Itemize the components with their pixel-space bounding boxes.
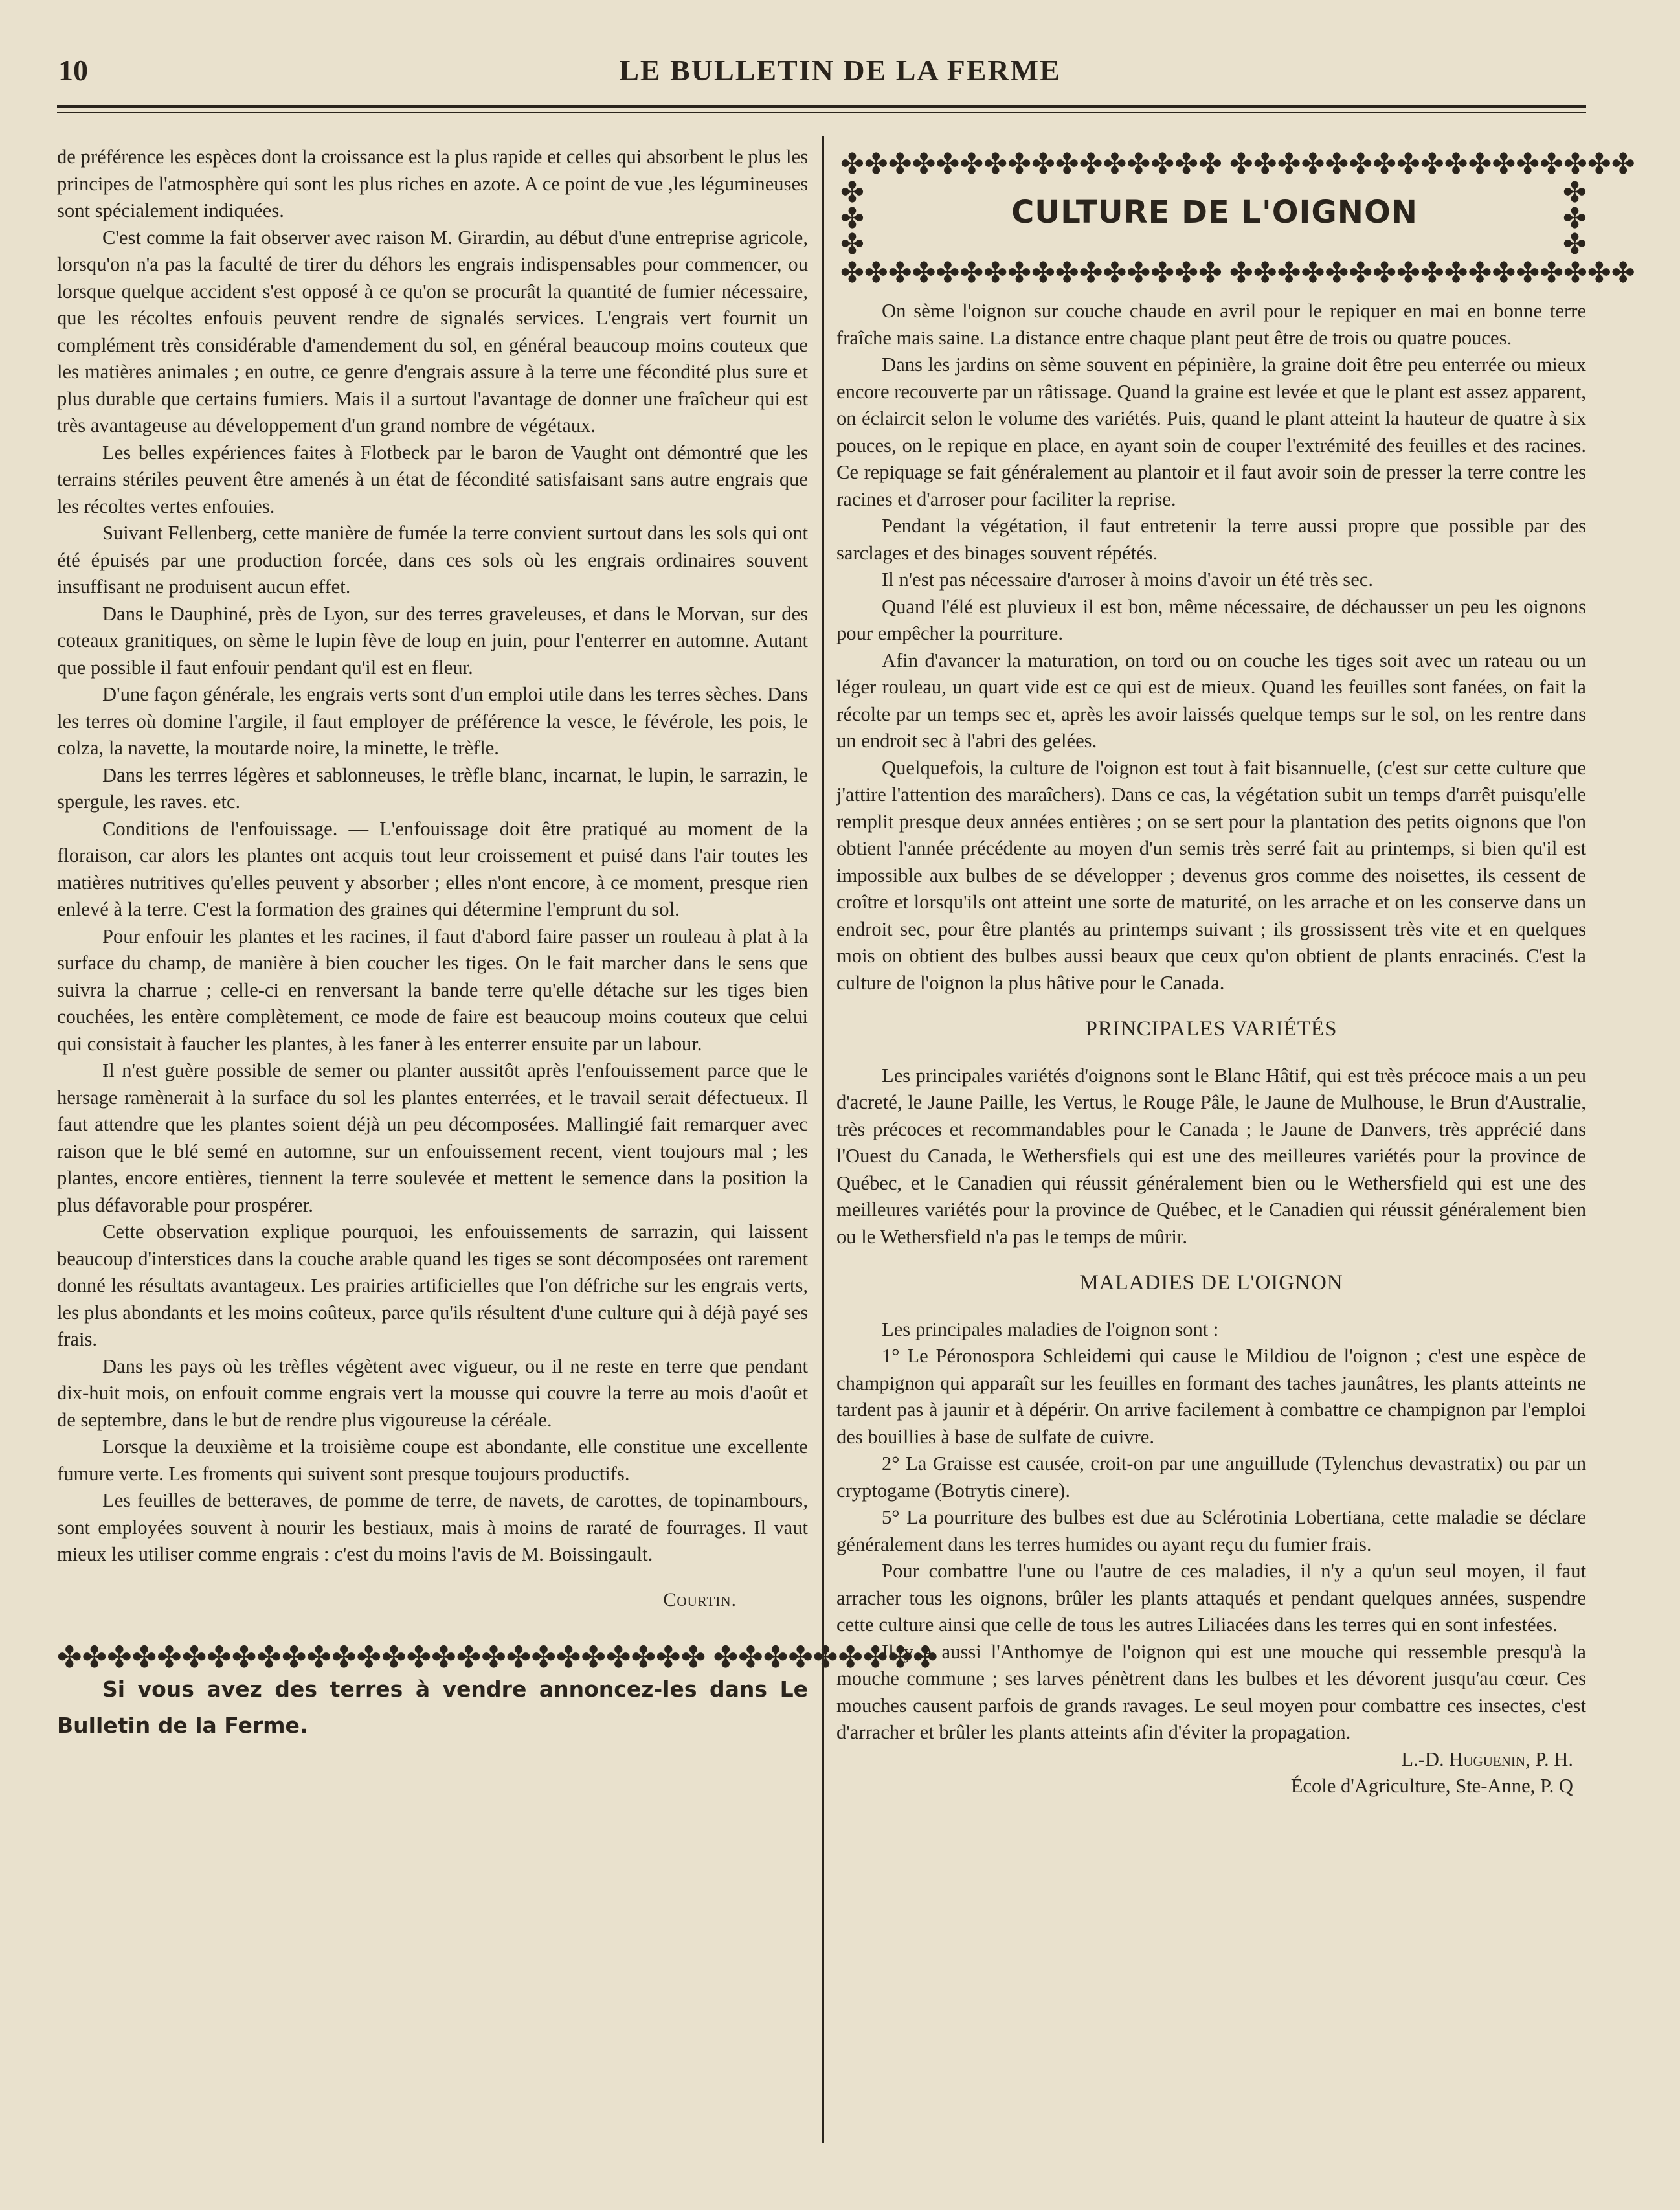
advertisement-notice: Si vous avez des terres à vendre annoncez-les dans Le Bulletin de la Ferme. [57,1676,808,1738]
article-title-box [840,148,1635,289]
running-head-title: LE BULLETIN DE LA FERME [619,54,1061,87]
paragraph: On sème l'oignon sur couche chaude en avril pour le repiquer en mai en bonne terre fraîche mais saine. La distance entre chaque plant peut être de trois ou quatre pouces. [836,300,1586,349]
author-institution: École d'Agriculture, Ste-Anne, P. Q [1290,1775,1573,1797]
paragraph: Pour combattre l'une ou l'autre de ces maladies, il n'y a qu'un seul moyen, il faut arracher tous les oignons, brûler les plants attaqués et pendant quelques années, suspendre cette culture ainsi que celle de tous les autres Liliacées dans les terres qui en sont infestées. [836,1560,1586,1636]
paragraph: Les principales maladies de l'oignon sont : [882,1318,1219,1340]
paragraph: Lorsque la deuxième et la troisième coupe est abondante, elle constitue une excellente fumure verte. Les froments qui suivent sont presque toujours productifs. [57,1436,808,1485]
paragraph: Dans les terrres légères et sablonneuses, le trèfle blanc, incarnat, le lupin, le sarrazin, le spergule, les raves. etc. [57,763,808,813]
paragraph: Les belles expériences faites à Flotbeck par le baron de Vaught ont démontré que les terrains stériles peuvent être amenés à un état de fécondité satisfaisant sans autre engrais que les récoltes vertes enfouies. [57,441,808,517]
paragraph: Les principales variétés d'oignons sont le Blanc Hâtif, qui est très précoce mais a un peu d'acreté, le Jaune Paille, les Vertus, le Rouge Pâle, le Jaune de Mulhouse, le Brun d'Australie, très précoces et recommandables pour le Canada ; le Jaune de Danvers, très apprécié dans l'Ouest du Canada, le Wethersfiels qui est une des meilleures variétés pour la province de Québec, et le Canadien qui réussit généralement bien ou le Wethersfield qui est une des meilleures variétés pour la province de Québec, et le Canadien qui réussit généralement bien ou le Wethersfield n'a pas le temps de mûrir. [836,1064,1586,1248]
paragraph: de préférence les espèces dont la croissance est la plus rapide et celles qui absorbent le plus les principes de l'atmosphère qui sont les plus riches en azote. A ce point de vue ,les légumineuses sont spécialement indiquées. [57,146,808,221]
paragraph: Quand l'élé est pluvieux il est bon, même nécessaire, de déchausser un peu les oignons pour empêcher la pourriture. [836,595,1586,644]
paragraph: D'une façon générale, les engrais verts sont d'un emploi utile dans les terres sèches. Dans les terres où domine l'argile, il faut employer de préférence la vesce, le févérole, les pois, le colza, la navette, la moutarde noire, la minette, le trèfle. [57,683,808,759]
paragraph: Il n'est guère possible de semer ou planter aussitôt après l'enfouissement parce que le hersage ramènerait à la surface du sol les plantes enterrées, et le travail serait défectueux. Il faut attendre que les plantes soient déjà un peu décomposées. Mallingié fait remarquer avec raison que le blé semé en automne, sur un enfouissement recent, vient toujours mal ; les plantes, encore entières, tiennent la terre soulevée et mettent le semence dans la position la plus défavorable pour prospérer. [57,1059,808,1216]
paragraph: Pour enfouir les plantes et les racines, il faut d'abord faire passer un rouleau à plat à la surface du champ, de manière à bien coucher les tiges. On le fait marcher dans le sens que suivra la charrue ; celle-ci en renversant la bande terre qu'elle détache sur les tiges bien couchées, les entère complètement, ce mode de faire est beaucoup moins couteux que celui qui consistait à faucher les plantes, à les faner à les enterrer ensuite par un labour. [57,925,808,1055]
section-heading-varietes: PRINCIPALES VARIÉTÉS [1085,1017,1338,1041]
paragraph: Cette observation explique pourquoi, les enfouissements de sarrazin, qui laissent beaucoup d'interstices dans la couche arable quand les tiges se sont décomposées ont rarement donné les résultats avantageux. Les prairies artificielles que l'on défriche sur les engrais verts, les plus abondants et les moins coûteux, parce qu'ils résultent d'une culture qui à déjà payé ses frais. [57,1221,808,1350]
paragraph: Suivant Fellenberg, cette manière de fumée la terre convient surtout dans les sols qui ont été épuisés par une production forcée, dans ces sols où les engrais ordinaires souvent insuffisant ne produisent aucun effet. [57,522,808,598]
paragraph: Dans le Dauphiné, près de Lyon, sur des terres graveleuses, et dans le Morvan, sur des coteaux granitiques, on sème le lupin fève de loup en juin, pour l'enterrer en automne. Autant que possible il faut enfouir pendant qu'il est en fleur. [57,602,808,679]
ornament-border-left: ✤ ✤ ✤ [840,177,864,260]
page-number: 10 [58,54,88,87]
author-signature: L.-D. Huguenin, P. H. [1401,1748,1573,1770]
ornament-border-top: ✤✤✤✤✤✤✤✤✤✤✤✤✤✤✤✤ ✤✤✤✤✤✤✤✤✤✤✤✤✤✤✤✤✤ [840,148,1635,180]
left-column [57,144,938,1744]
article-title: CULTURE DE L'OIGNON [1011,194,1418,231]
ornament-border-bottom: ✤✤✤✤✤✤✤✤✤✤✤✤✤✤✤✤ ✤✤✤✤✤✤✤✤✤✤✤✤✤✤✤✤✤ [840,257,1635,289]
paragraph: C'est comme la fait observer avec raison M. Girardin, au début d'une entreprise agricole, lorsqu'on n'a pas la faculté de tirer du déhors les engrais indispensables pour commencer, ou lorsque quelque accident s'est opposé à ce qu'on se procurât la quantité de fumier nécessaire, que les récoltes enfouis peuvent rendre de signalés services. L'engrais vert fournit un complément très considérable d'amendement du sol, en général beaucoup moins couteux que les matières animales ; en outre, ce genre d'engrais assure à la terre une fécondité plus sure et plus durable que certains fumiers. Mais il a surtout l'avantage de donner une fraîcheur qui est très avantageuse au développement d'un grand nombre de végétaux. [57,226,808,436]
paragraph: Conditions de l'enfouissage. — L'enfouissage doit être pratiqué au moment de la floraison, car alors les plantes ont acquis tout leur croissement et puisé dans l'air toutes les matières nutritives qu'elles peuvent y absorber ; elles n'ont encore, à ce moment, presque rien enlevé à la terre. C'est la formation des graines qui détermine l'emprunt du sol. [57,817,808,920]
paragraph: Quelquefois, la culture de l'oignon est tout à fait bisannuelle, (c'est sur cette culture que j'attire l'attention des maraîchers). Dans ce cas, la végétation subit un temps d'arrêt puisqu'elle remplit presque deux années entières ; on se sert pour la plantation des petits oignons que l'on obtient l'année précédente au moyen d'un semis très serré fait au printemps, si bien qu'il est impossible aux bulbes de se développer ; devenus gros comme des noisettes, ils cessent de croître et lorsqu'ils ont atteint une sorte de maturité, on les arrache et on les conserve dans un endroit sec, pour être plantés au printemps suivant ; ils grossissent très vite et en quelques mois on obtient des bulbes aussi beaux que ceux qu'on obtient de plants enracinés. C'est la culture de l'oignon la plus hâtive pour le Canada. [836,756,1586,994]
paragraph: Les feuilles de betteraves, de pomme de terre, de navets, de carottes, de topinambours, sont employées souvent à nourir les bestiaux, mais à moins de raraté de fourrages. Il vaut mieux les utiliser comme engrais : c'est du moins l'avis de M. Boissingault. [57,1489,808,1565]
ornament-divider: ✤✤✤✤✤✤✤✤✤✤✤✤✤✤✤✤✤✤✤✤✤✤✤✤✤✤ ✤✤✤✤✤✤✤✤✤ [57,1641,938,1674]
right-column [836,298,1586,1800]
paragraph: 1° Le Péronospora Schleidemi qui cause le Mildiou de l'oignon ; c'est une espèce de champignon qui apparaît sur les feuilles en formant des taches jaunâtres, les plants atteints ne tardent pas à jaunir et à dépérir. On arrive facilement à combattre ce champignon par l'emploi des bouillies à base de sulfate de cuivre. [836,1345,1586,1448]
article-signature: Courtin. [663,1588,737,1610]
section-heading-maladies: MALADIES DE L'OIGNON [1079,1271,1343,1294]
paragraph: Il y a aussi l'Anthomye de l'oignon qui est une mouche qui ressemble presqu'à la mouche commune ; ses larves pénètrent dans les bulbes et les dévorent jusqu'au cœur. Ces mouches causent parfois de grands ravages. Le seul moyen pour combattre ces insectes, c'est d'arracher et brûler les plants atteints afin d'éviter la propagation. [836,1640,1586,1743]
paragraph: 2° La Graisse est causée, croit-on par une anguillude (Tylenchus devastratix) ou par un cryptogame (Botrytis cinere). [836,1452,1586,1502]
header-rule [57,105,1586,108]
paragraph: Il n'est pas nécessaire d'arroser à moins d'avoir un été très sec. [882,569,1374,591]
paragraph: Dans les jardins on sème souvent en pépinière, la graine doit être peu enterrée ou mieux encore recouverte par un râtissage. Quand la graine est levée et que le plant est assez apparent, on éclaircit selon le volume des variétés. Puis, quand le plant atteint la hauteur de quatre à six pouces, on le repique en place, en ayant soin de couper l'extrémité des feuilles et des racines. Ce repiquage se fait généralement au plantoir et il faut avoir soin de presser la terre contre les racines et d'arroser pour faciliter la reprise. [836,354,1586,510]
header-rule-thin [57,112,1586,113]
column-divider [822,136,824,2143]
paragraph: Pendant la végétation, il faut entretenir la terre aussi propre que possible par des sarclages et des binages souvent répétés. [836,515,1586,564]
ornament-border-right: ✤ ✤ ✤ [1563,177,1587,260]
paragraph: 5° La pourriture des bulbes est due au Sclérotinia Lobertiana, cette maladie se déclare généralement dans les terres humides ou ayant reçu du fumier frais. [836,1506,1586,1555]
paragraph: Afin d'avancer la maturation, on tord ou on couche les tiges soit avec un rateau ou un léger rouleau, un quart vide est ce qui est de mieux. Quand les feuilles sont fanées, on fait la récolte par un temps sec et, après les avoir laissés quelque temps sur le sol, on les rentre dans un endroit sec à l'abri des gelées. [836,649,1586,752]
paragraph: Dans les pays où les trèfles végètent avec vigueur, ou il ne reste en terre que pendant dix-huit mois, on enfouit comme engrais vert la mousse qui couvre la terre au mois d'août et de septembre, dans le but de rendre plus vigoureuse la céréale. [57,1355,808,1431]
